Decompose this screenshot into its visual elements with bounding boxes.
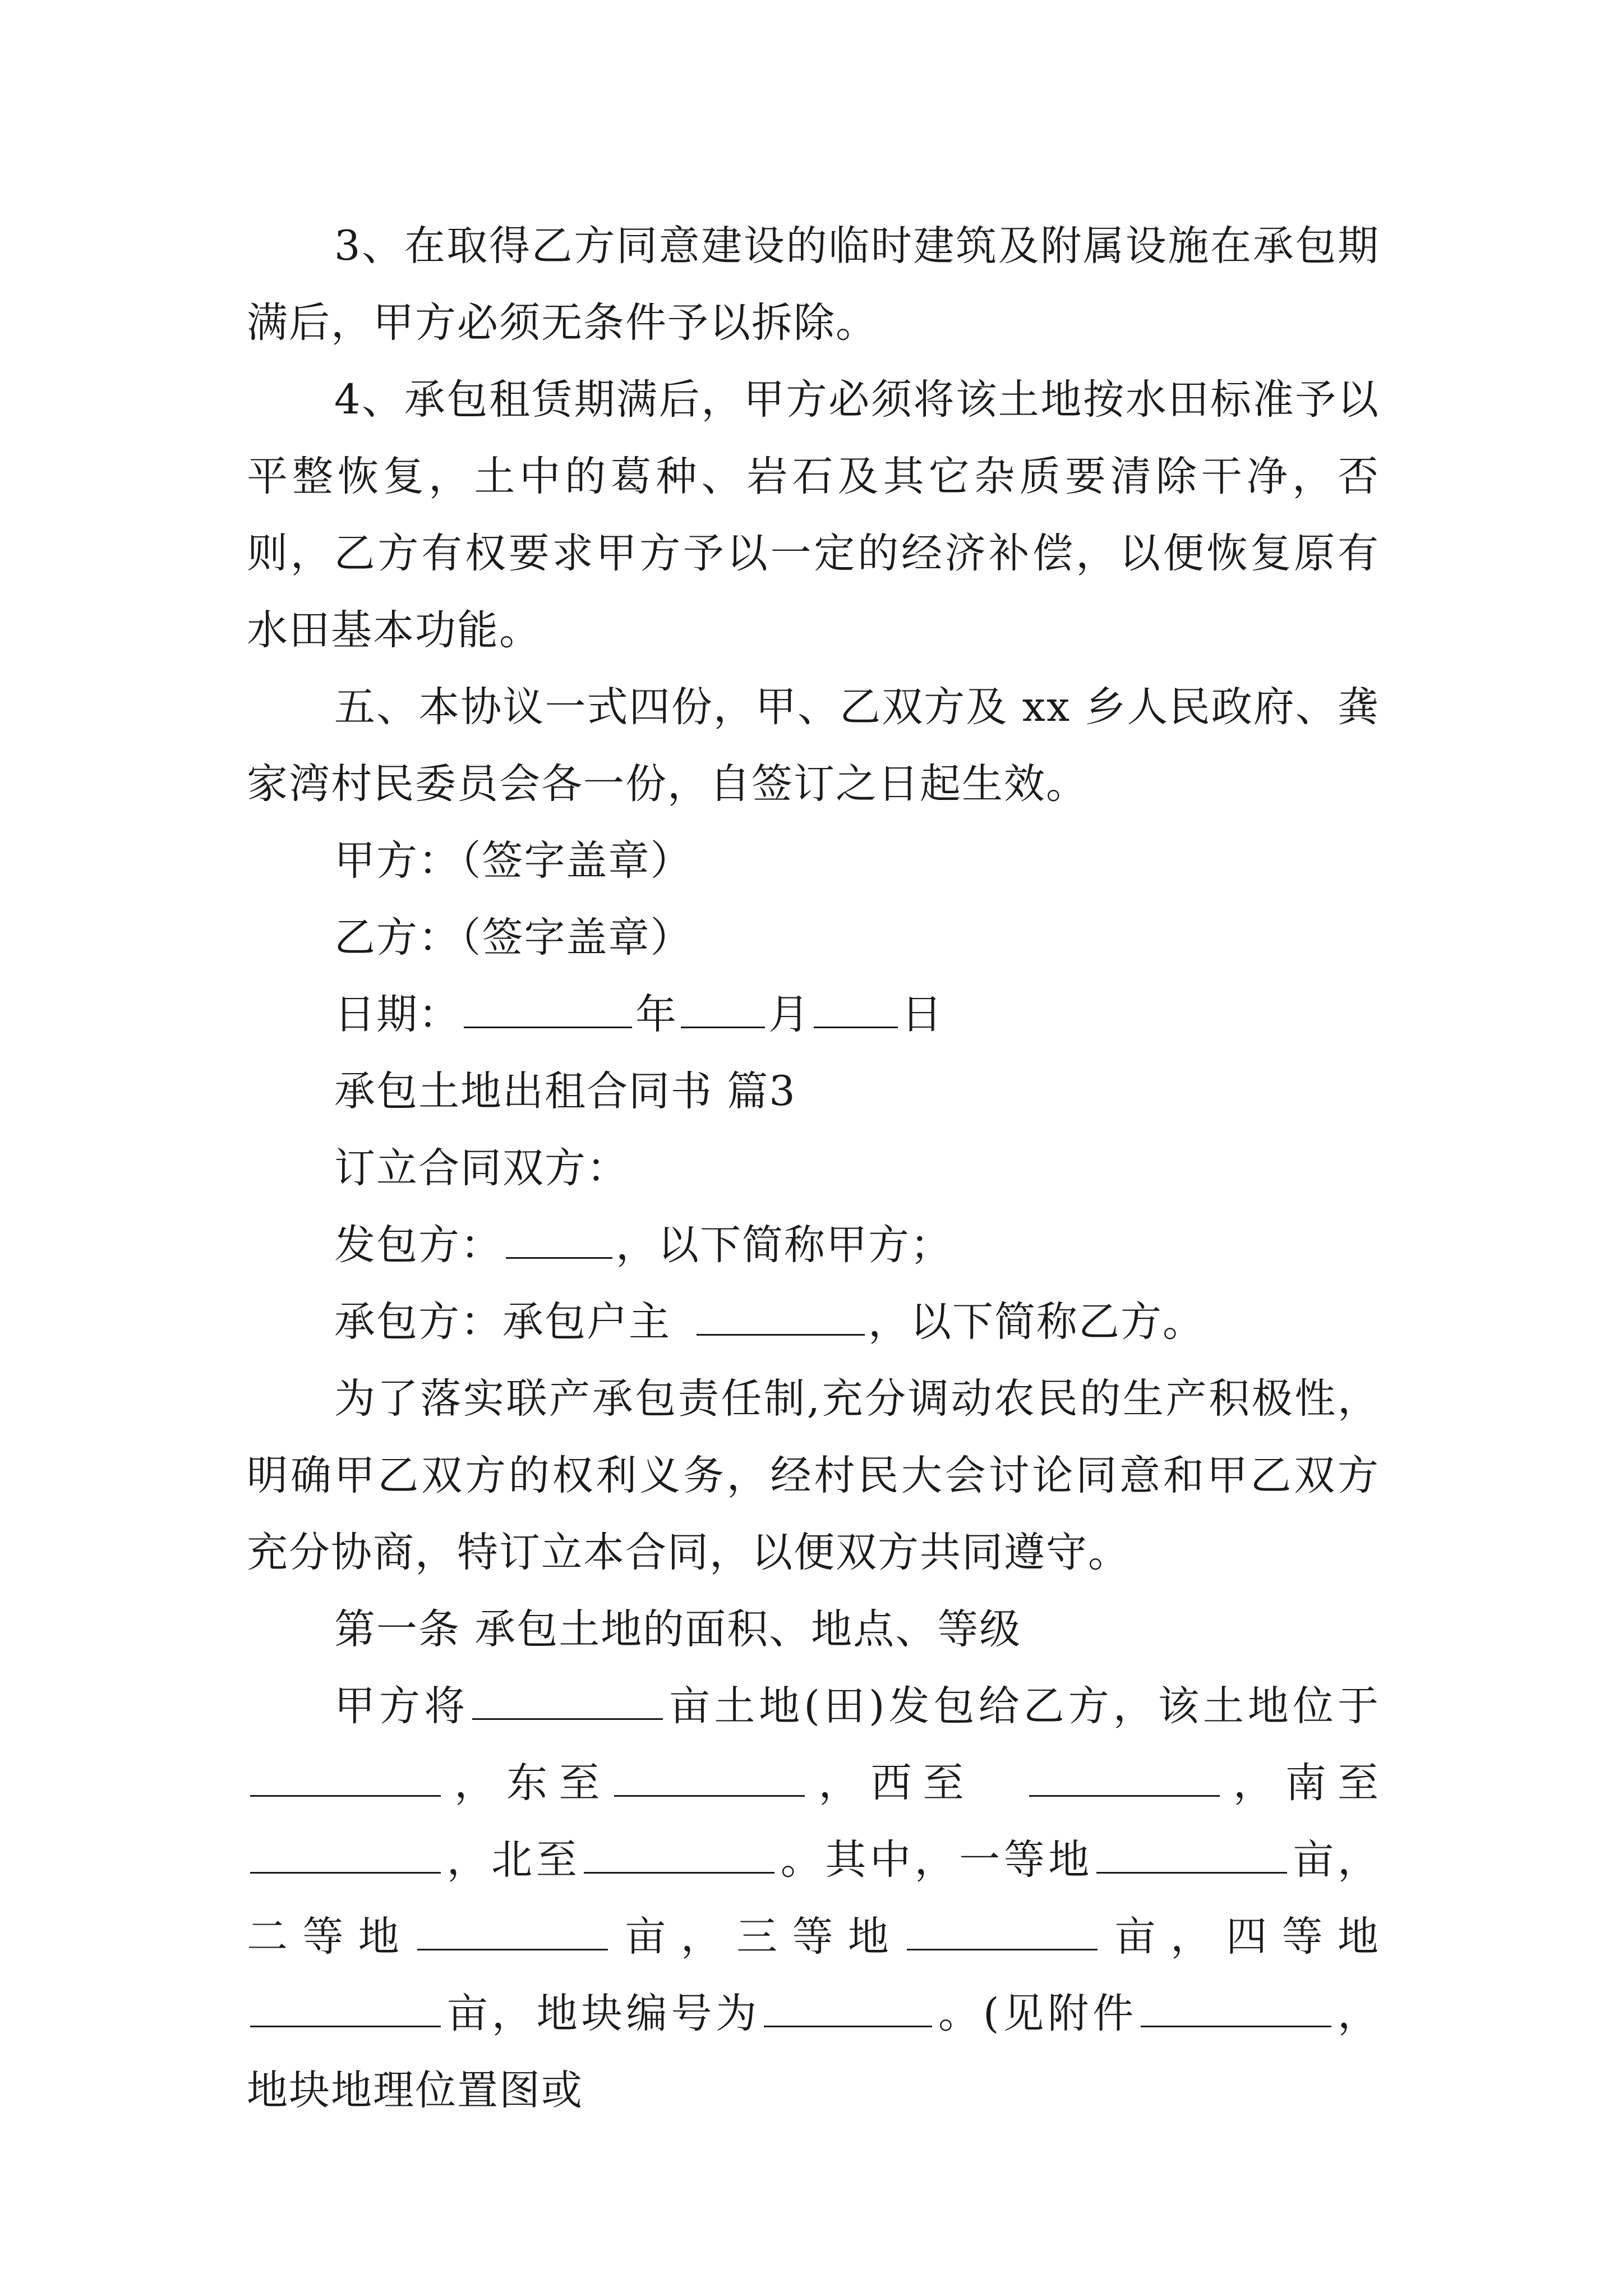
grade-2-blank (417, 1905, 608, 1950)
text-fragment: ，地块地理位置图或 (247, 1990, 1380, 2114)
parties-label: 订立合同双方： (334, 1144, 629, 1192)
date-month-label: 月 (768, 991, 810, 1038)
text-fragment: ，西至 (808, 1759, 975, 1807)
contractee-blank (697, 1290, 865, 1336)
attachment-blank (1141, 1982, 1331, 2027)
date-year-blank (464, 983, 632, 1028)
area-blank (472, 1674, 663, 1720)
date-month-blank (681, 983, 765, 1028)
paragraph-purpose: 为了落实联产承包责任制,充分调动农民的生产积极性，明确甲乙双方的权利义务，经村民大会讨论同意和甲乙双方充分协商，特订立本合同，以便双方共同遵守。 (247, 1375, 1380, 1576)
contractee-line (247, 1283, 1380, 1360)
article-1-title: 第一条 承包土地的面积、地点、等级 (334, 1605, 1022, 1653)
south-boundary-blank (250, 1828, 441, 1874)
party-a-signature-line: 甲方：（签字盖章） (334, 837, 693, 885)
date-line (247, 976, 1380, 1053)
contractee-suffix: ，以下简称乙方。 (868, 1298, 1205, 1346)
grade-4-blank (250, 1982, 441, 2027)
date-year-label: 年 (635, 991, 677, 1038)
text-fragment: 。其中，一等地 (778, 1836, 1093, 1884)
section-heading: 承包土地出租合同书 篇3 (334, 1068, 796, 1115)
document-page (247, 208, 1380, 2129)
contractor-label: 发包方： (334, 1221, 502, 1269)
grade-1-blank (1096, 1828, 1287, 1874)
text-fragment: 亩，二等地 (247, 1836, 1380, 1961)
contractor-blank (506, 1213, 612, 1259)
text-fragment: ，东至 (444, 1759, 611, 1807)
north-boundary-blank (584, 1828, 774, 1874)
contractor-line (247, 1207, 1380, 1283)
grade-3-blank (907, 1905, 1098, 1950)
contractee-label: 承包方：承包户主 (334, 1298, 671, 1346)
date-day-label: 日 (901, 991, 943, 1038)
paragraph-clause-3: 3、在取得乙方同意建设的临时建筑及附属设施在承包期满后，甲方必须无条件予以拆除。 (247, 222, 1380, 347)
paragraph-article-1 (247, 1668, 1380, 2129)
text-fragment: 甲方将 (334, 1682, 469, 1730)
plot-number-blank (764, 1982, 932, 2027)
text-fragment: ，南至 (1223, 1759, 1380, 1807)
text-fragment: 亩土地(田)发包给乙方，该土地位于 (666, 1682, 1380, 1730)
location-blank (250, 1751, 441, 1797)
paragraph-clause-4: 4、承包租赁期满后，甲方必须将该土地按水田标准予以平整恢复，土中的葛种、岩石及其它杂质要清除干净，否则，乙方有权要求甲方予以一定的经济补偿，以便恢复原有水田基本功能。 (247, 376, 1380, 654)
text-fragment: 亩，地块编号为 (444, 1990, 761, 2037)
text-fragment: 。(见附件 (935, 1990, 1138, 2037)
paragraph-clause-5: 五、本协议一式四份，甲、乙双方及 xx 乡人民政府、龚家湾村民委员会各一份，自签订之日起生效。 (247, 683, 1380, 808)
west-boundary-blank (1029, 1751, 1220, 1797)
date-day-blank (814, 983, 898, 1028)
date-label: 日期： (334, 991, 460, 1038)
text-fragment: 亩，三等地 (611, 1913, 904, 1961)
party-b-signature-line: 乙方：（签字盖章） (334, 914, 693, 961)
east-boundary-blank (614, 1751, 805, 1797)
text-fragment: ，北至 (444, 1836, 581, 1884)
text-fragment: 亩，四等地 (1101, 1913, 1380, 1961)
contractor-suffix: ，以下简称甲方； (616, 1221, 952, 1269)
